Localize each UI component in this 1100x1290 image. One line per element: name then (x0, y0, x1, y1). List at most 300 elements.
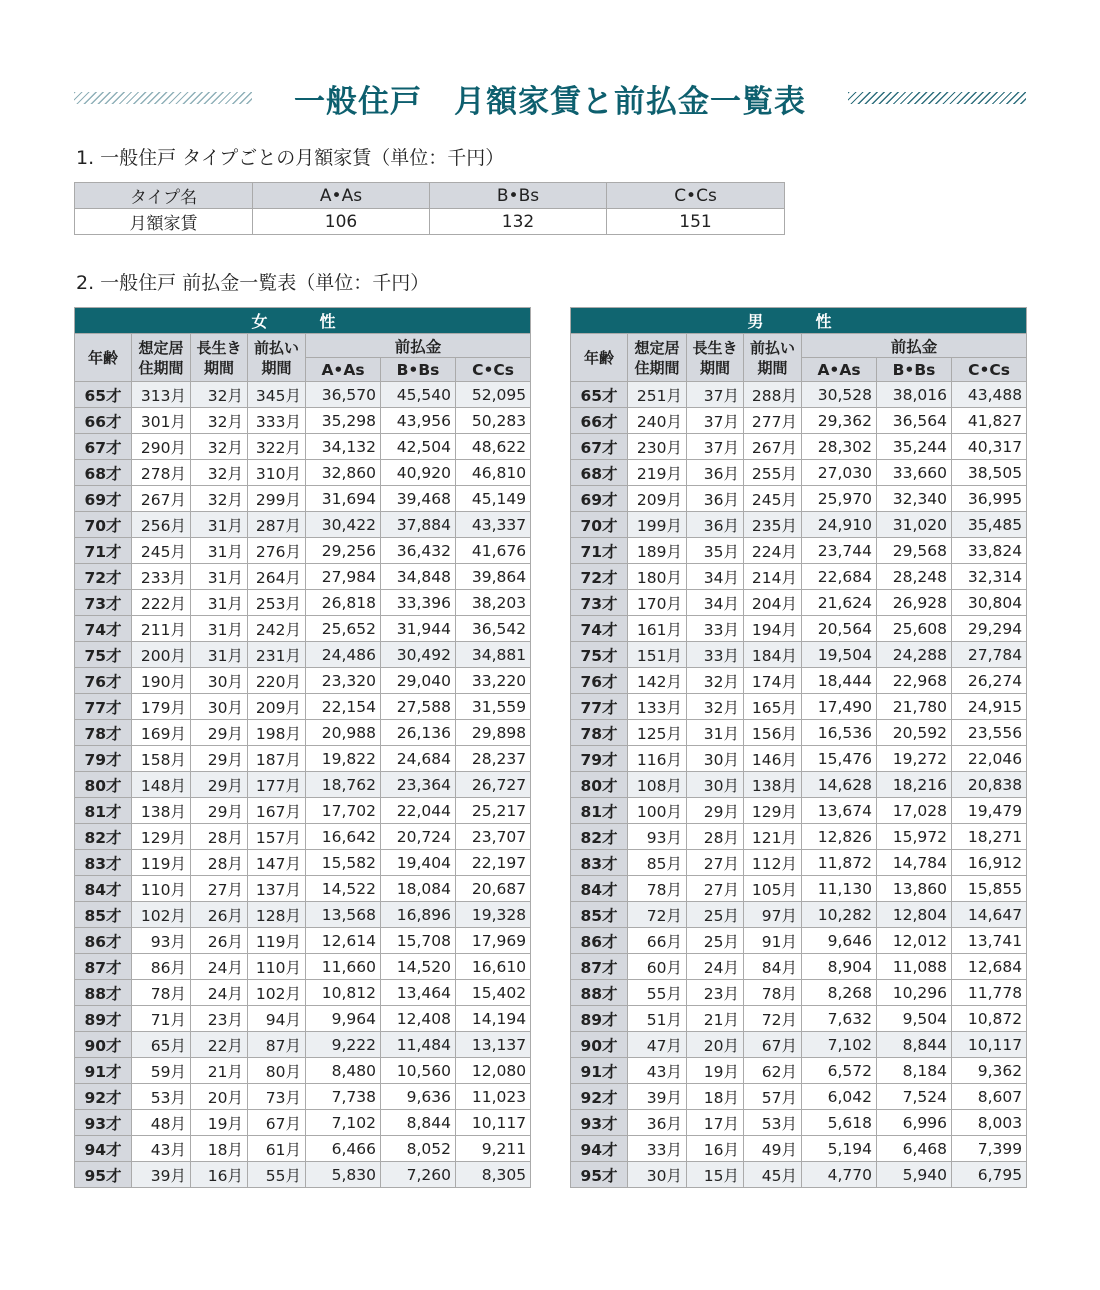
longevity-period-cell: 33月 (687, 642, 744, 668)
age-cell: 87才 (75, 954, 132, 980)
age-cell: 92才 (571, 1084, 628, 1110)
prepay-b-cell: 30,492 (381, 642, 456, 668)
prepay-b-cell: 27,588 (381, 694, 456, 720)
prepay-period-cell: 119月 (248, 928, 306, 954)
expected-period-cell: 71月 (132, 1006, 191, 1032)
expected-period-cell: 240月 (628, 408, 687, 434)
longevity-period-cell: 27月 (191, 876, 248, 902)
longevity-period-cell: 28月 (191, 850, 248, 876)
expected-period-cell: 209月 (628, 486, 687, 512)
prepay-b-cell: 28,248 (877, 564, 952, 590)
table-row (75, 1110, 531, 1136)
prepay-period-cell: 146月 (744, 746, 802, 772)
prepay-period-cell: 156月 (744, 720, 802, 746)
prepay-a-cell: 5,194 (802, 1136, 877, 1162)
header-type-b: B•Bs (430, 183, 607, 209)
table-row (75, 668, 531, 694)
table-row (571, 1162, 1027, 1188)
col-expected-period: 想定居住期間 (132, 334, 191, 382)
prepay-period-cell: 264月 (248, 564, 306, 590)
prepay-c-cell: 39,864 (456, 564, 531, 590)
age-cell: 67才 (75, 434, 132, 460)
prepay-b-cell: 11,484 (381, 1032, 456, 1058)
expected-period-cell: 33月 (628, 1136, 687, 1162)
longevity-period-cell: 29月 (191, 720, 248, 746)
age-cell: 77才 (571, 694, 628, 720)
prepay-period-cell: 112月 (744, 850, 802, 876)
longevity-period-cell: 25月 (687, 928, 744, 954)
prepay-a-cell: 19,822 (306, 746, 381, 772)
longevity-period-cell: 21月 (191, 1058, 248, 1084)
expected-period-cell: 142月 (628, 668, 687, 694)
prepay-period-cell: 198月 (248, 720, 306, 746)
monthly-rent-row (75, 209, 785, 235)
expected-period-cell: 85月 (628, 850, 687, 876)
prepay-c-cell: 34,881 (456, 642, 531, 668)
expected-period-cell: 108月 (628, 772, 687, 798)
age-cell: 83才 (571, 850, 628, 876)
expected-period-cell: 151月 (628, 642, 687, 668)
expected-period-cell: 133月 (628, 694, 687, 720)
table-row (75, 902, 531, 928)
expected-period-cell: 60月 (628, 954, 687, 980)
prepay-b-cell: 40,920 (381, 460, 456, 486)
table-row (75, 434, 531, 460)
prepay-a-cell: 24,910 (802, 512, 877, 538)
expected-period-cell: 125月 (628, 720, 687, 746)
table-row (75, 1136, 531, 1162)
table-row (571, 772, 1027, 798)
expected-period-cell: 100月 (628, 798, 687, 824)
prepay-a-cell: 18,762 (306, 772, 381, 798)
prepay-a-cell: 7,738 (306, 1084, 381, 1110)
prepay-c-cell: 31,559 (456, 694, 531, 720)
table-row (75, 798, 531, 824)
prepay-a-cell: 8,480 (306, 1058, 381, 1084)
longevity-period-cell: 33月 (687, 616, 744, 642)
expected-period-cell: 55月 (628, 980, 687, 1006)
prepay-a-cell: 20,988 (306, 720, 381, 746)
prepay-a-cell: 24,486 (306, 642, 381, 668)
prepay-a-cell: 11,660 (306, 954, 381, 980)
col-type-c: C•Cs (952, 358, 1027, 382)
longevity-period-cell: 29月 (191, 772, 248, 798)
expected-period-cell: 116月 (628, 746, 687, 772)
prepay-a-cell: 30,422 (306, 512, 381, 538)
prepay-b-cell: 17,028 (877, 798, 952, 824)
prepay-b-cell: 26,136 (381, 720, 456, 746)
prepay-c-cell: 23,707 (456, 824, 531, 850)
prepay-a-cell: 26,818 (306, 590, 381, 616)
longevity-period-cell: 18月 (191, 1136, 248, 1162)
table-row (75, 408, 531, 434)
male-prepayment-table (570, 307, 1027, 1188)
expected-period-cell: 313月 (132, 382, 191, 408)
col-type-b: B•Bs (381, 358, 456, 382)
table-row (75, 694, 531, 720)
table-row (75, 486, 531, 512)
prepay-c-cell: 6,795 (952, 1162, 1027, 1188)
age-cell: 82才 (75, 824, 132, 850)
longevity-period-cell: 23月 (687, 980, 744, 1006)
age-cell: 94才 (75, 1136, 132, 1162)
longevity-period-cell: 37月 (687, 408, 744, 434)
table-row (75, 1162, 531, 1188)
prepay-c-cell: 32,314 (952, 564, 1027, 590)
prepay-period-cell: 67月 (744, 1032, 802, 1058)
table-row (75, 1084, 531, 1110)
prepay-a-cell: 31,694 (306, 486, 381, 512)
prepay-b-cell: 8,052 (381, 1136, 456, 1162)
age-cell: 83才 (75, 850, 132, 876)
rent-type-b: 132 (430, 209, 607, 235)
age-cell: 76才 (571, 668, 628, 694)
expected-period-cell: 222月 (132, 590, 191, 616)
prepay-c-cell: 25,217 (456, 798, 531, 824)
prepay-c-cell: 24,915 (952, 694, 1027, 720)
prepay-c-cell: 52,095 (456, 382, 531, 408)
prepay-c-cell: 20,838 (952, 772, 1027, 798)
table-row (571, 590, 1027, 616)
prepay-b-cell: 14,784 (877, 850, 952, 876)
prepay-b-cell: 35,244 (877, 434, 952, 460)
expected-period-cell: 180月 (628, 564, 687, 590)
expected-period-cell: 30月 (628, 1162, 687, 1188)
prepay-period-cell: 231月 (248, 642, 306, 668)
prepay-period-cell: 67月 (248, 1110, 306, 1136)
prepay-period-cell: 255月 (744, 460, 802, 486)
prepay-c-cell: 16,610 (456, 954, 531, 980)
prepay-a-cell: 9,964 (306, 1006, 381, 1032)
col-age: 年齢 (75, 334, 132, 382)
prepay-c-cell: 10,872 (952, 1006, 1027, 1032)
longevity-period-cell: 30月 (687, 746, 744, 772)
prepay-b-cell: 31,944 (381, 616, 456, 642)
longevity-period-cell: 24月 (191, 980, 248, 1006)
col-expected-period: 想定居住期間 (628, 334, 687, 382)
age-cell: 93才 (571, 1110, 628, 1136)
expected-period-cell: 39月 (628, 1084, 687, 1110)
prepay-b-cell: 38,016 (877, 382, 952, 408)
prepay-b-cell: 29,040 (381, 668, 456, 694)
prepay-c-cell: 10,117 (456, 1110, 531, 1136)
expected-period-cell: 233月 (132, 564, 191, 590)
prepay-period-cell: 174月 (744, 668, 802, 694)
prepay-period-cell: 235月 (744, 512, 802, 538)
prepay-period-cell: 167月 (248, 798, 306, 824)
prepay-period-cell: 128月 (248, 902, 306, 928)
prepay-period-cell: 177月 (248, 772, 306, 798)
longevity-period-cell: 31月 (191, 564, 248, 590)
longevity-period-cell: 19月 (687, 1058, 744, 1084)
prepay-b-cell: 16,896 (381, 902, 456, 928)
header-type-name: タイプ名 (75, 183, 253, 209)
age-cell: 77才 (75, 694, 132, 720)
prepay-b-cell: 42,504 (381, 434, 456, 460)
monthly-rent-header-row (75, 183, 785, 209)
prepay-period-cell: 157月 (248, 824, 306, 850)
table-row (75, 824, 531, 850)
prepay-c-cell: 9,211 (456, 1136, 531, 1162)
expected-period-cell: 169月 (132, 720, 191, 746)
age-cell: 65才 (571, 382, 628, 408)
col-prepayment: 前払金 (306, 334, 531, 358)
prepay-c-cell: 18,271 (952, 824, 1027, 850)
prepay-b-cell: 21,780 (877, 694, 952, 720)
expected-period-cell: 199月 (628, 512, 687, 538)
expected-period-cell: 72月 (628, 902, 687, 928)
prepay-period-cell: 55月 (248, 1162, 306, 1188)
prepay-c-cell: 15,855 (952, 876, 1027, 902)
expected-period-cell: 65月 (132, 1032, 191, 1058)
prepay-a-cell: 10,282 (802, 902, 877, 928)
prepay-b-cell: 10,560 (381, 1058, 456, 1084)
age-cell: 95才 (75, 1162, 132, 1188)
prepay-b-cell: 7,260 (381, 1162, 456, 1188)
longevity-period-cell: 16月 (191, 1162, 248, 1188)
prepay-c-cell: 35,485 (952, 512, 1027, 538)
prepay-b-cell: 33,660 (877, 460, 952, 486)
age-cell: 84才 (571, 876, 628, 902)
prepay-a-cell: 16,642 (306, 824, 381, 850)
table-row (571, 928, 1027, 954)
prepay-c-cell: 29,294 (952, 616, 1027, 642)
prepay-b-cell: 12,804 (877, 902, 952, 928)
table-row (75, 876, 531, 902)
prepay-period-cell: 253月 (248, 590, 306, 616)
prepay-period-cell: 214月 (744, 564, 802, 590)
age-cell: 65才 (75, 382, 132, 408)
age-cell: 71才 (571, 538, 628, 564)
table-row (75, 1058, 531, 1084)
age-cell: 92才 (75, 1084, 132, 1110)
age-cell: 88才 (75, 980, 132, 1006)
expected-period-cell: 251月 (628, 382, 687, 408)
age-cell: 79才 (571, 746, 628, 772)
prepay-a-cell: 7,102 (802, 1032, 877, 1058)
longevity-period-cell: 36月 (687, 512, 744, 538)
prepay-a-cell: 23,320 (306, 668, 381, 694)
prepay-period-cell: 129月 (744, 798, 802, 824)
prepay-period-cell: 165月 (744, 694, 802, 720)
prepay-c-cell: 43,337 (456, 512, 531, 538)
prepay-b-cell: 18,084 (381, 876, 456, 902)
prepay-period-cell: 267月 (744, 434, 802, 460)
prepay-a-cell: 6,572 (802, 1058, 877, 1084)
longevity-period-cell: 34月 (687, 564, 744, 590)
table-row (571, 1084, 1027, 1110)
prepay-b-cell: 19,272 (877, 746, 952, 772)
prepay-c-cell: 50,283 (456, 408, 531, 434)
prepay-a-cell: 25,970 (802, 486, 877, 512)
table-row (571, 980, 1027, 1006)
prepay-a-cell: 35,298 (306, 408, 381, 434)
prepay-period-cell: 277月 (744, 408, 802, 434)
table-row (571, 486, 1027, 512)
expected-period-cell: 86月 (132, 954, 191, 980)
table-row (571, 876, 1027, 902)
prepay-period-cell: 91月 (744, 928, 802, 954)
prepay-c-cell: 12,684 (952, 954, 1027, 980)
table-row (75, 1032, 531, 1058)
prepay-c-cell: 19,479 (952, 798, 1027, 824)
prepay-b-cell: 25,608 (877, 616, 952, 642)
longevity-period-cell: 29月 (191, 746, 248, 772)
age-cell: 80才 (571, 772, 628, 798)
age-cell: 70才 (571, 512, 628, 538)
longevity-period-cell: 27月 (687, 850, 744, 876)
longevity-period-cell: 32月 (687, 668, 744, 694)
age-cell: 76才 (75, 668, 132, 694)
age-cell: 91才 (75, 1058, 132, 1084)
longevity-period-cell: 31月 (687, 720, 744, 746)
decorative-hatch-right (848, 92, 1026, 104)
longevity-period-cell: 18月 (687, 1084, 744, 1110)
prepay-period-cell: 53月 (744, 1110, 802, 1136)
prepay-c-cell: 30,804 (952, 590, 1027, 616)
age-cell: 80才 (75, 772, 132, 798)
prepay-c-cell: 41,676 (456, 538, 531, 564)
prepay-a-cell: 10,812 (306, 980, 381, 1006)
prepay-c-cell: 9,362 (952, 1058, 1027, 1084)
age-cell: 90才 (571, 1032, 628, 1058)
prepay-a-cell: 11,130 (802, 876, 877, 902)
prepay-period-cell: 287月 (248, 512, 306, 538)
prepay-period-cell: 209月 (248, 694, 306, 720)
longevity-period-cell: 36月 (687, 486, 744, 512)
prepay-period-cell: 322月 (248, 434, 306, 460)
col-age: 年齢 (571, 334, 628, 382)
table-row (571, 512, 1027, 538)
rent-type-c: 151 (607, 209, 785, 235)
table-row (571, 720, 1027, 746)
prepay-period-cell: 276月 (248, 538, 306, 564)
prepay-c-cell: 23,556 (952, 720, 1027, 746)
age-cell: 82才 (571, 824, 628, 850)
table-row (75, 590, 531, 616)
prepay-c-cell: 7,399 (952, 1136, 1027, 1162)
prepay-b-cell: 36,432 (381, 538, 456, 564)
prepay-b-cell: 36,564 (877, 408, 952, 434)
longevity-period-cell: 32月 (191, 486, 248, 512)
prepay-b-cell: 24,684 (381, 746, 456, 772)
prepay-c-cell: 20,687 (456, 876, 531, 902)
age-cell: 70才 (75, 512, 132, 538)
longevity-period-cell: 29月 (191, 798, 248, 824)
prepay-b-cell: 31,020 (877, 512, 952, 538)
expected-period-cell: 170月 (628, 590, 687, 616)
prepay-period-cell: 333月 (248, 408, 306, 434)
col-type-a: A•As (306, 358, 381, 382)
prepay-a-cell: 18,444 (802, 668, 877, 694)
age-cell: 78才 (571, 720, 628, 746)
longevity-period-cell: 22月 (191, 1032, 248, 1058)
prepay-b-cell: 26,928 (877, 590, 952, 616)
prepay-period-cell: 147月 (248, 850, 306, 876)
female-prepayment-table (74, 307, 531, 1188)
prepay-a-cell: 13,568 (306, 902, 381, 928)
age-cell: 72才 (571, 564, 628, 590)
longevity-period-cell: 37月 (687, 382, 744, 408)
age-cell: 91才 (571, 1058, 628, 1084)
col-prepay-period: 前払い期間 (744, 334, 802, 382)
table-row (571, 902, 1027, 928)
prepay-period-cell: 184月 (744, 642, 802, 668)
table-row (571, 382, 1027, 408)
table-row (571, 1006, 1027, 1032)
age-cell: 66才 (571, 408, 628, 434)
expected-period-cell: 161月 (628, 616, 687, 642)
prepay-a-cell: 12,826 (802, 824, 877, 850)
prepay-period-cell: 245月 (744, 486, 802, 512)
prepay-period-cell: 78月 (744, 980, 802, 1006)
expected-period-cell: 43月 (132, 1136, 191, 1162)
prepay-c-cell: 8,607 (952, 1084, 1027, 1110)
prepay-c-cell: 26,727 (456, 772, 531, 798)
expected-period-cell: 59月 (132, 1058, 191, 1084)
expected-period-cell: 53月 (132, 1084, 191, 1110)
prepay-a-cell: 11,872 (802, 850, 877, 876)
age-cell: 71才 (75, 538, 132, 564)
expected-period-cell: 211月 (132, 616, 191, 642)
prepay-period-cell: 80月 (248, 1058, 306, 1084)
age-cell: 79才 (75, 746, 132, 772)
prepay-a-cell: 9,646 (802, 928, 877, 954)
table-row (571, 746, 1027, 772)
age-cell: 81才 (75, 798, 132, 824)
prepay-c-cell: 13,137 (456, 1032, 531, 1058)
prepay-period-cell: 121月 (744, 824, 802, 850)
longevity-period-cell: 24月 (191, 954, 248, 980)
prepay-period-cell: 345月 (248, 382, 306, 408)
prepay-b-cell: 5,940 (877, 1162, 952, 1188)
age-cell: 86才 (75, 928, 132, 954)
longevity-period-cell: 32月 (191, 460, 248, 486)
longevity-period-cell: 25月 (687, 902, 744, 928)
prepay-c-cell: 14,647 (952, 902, 1027, 928)
prepay-c-cell: 8,003 (952, 1110, 1027, 1136)
table-row (75, 928, 531, 954)
expected-period-cell: 36月 (628, 1110, 687, 1136)
table-row (571, 668, 1027, 694)
table-row (571, 824, 1027, 850)
table-row (571, 460, 1027, 486)
expected-period-cell: 78月 (132, 980, 191, 1006)
expected-period-cell: 190月 (132, 668, 191, 694)
header-type-c: C•Cs (607, 183, 785, 209)
prepay-period-cell: 97月 (744, 902, 802, 928)
prepay-c-cell: 43,488 (952, 382, 1027, 408)
longevity-period-cell: 21月 (687, 1006, 744, 1032)
prepay-b-cell: 39,468 (381, 486, 456, 512)
table-row (75, 538, 531, 564)
prepay-a-cell: 25,652 (306, 616, 381, 642)
longevity-period-cell: 16月 (687, 1136, 744, 1162)
prepay-b-cell: 20,592 (877, 720, 952, 746)
age-cell: 75才 (571, 642, 628, 668)
prepay-a-cell: 17,490 (802, 694, 877, 720)
expected-period-cell: 66月 (628, 928, 687, 954)
prepay-c-cell: 17,969 (456, 928, 531, 954)
prepay-b-cell: 24,288 (877, 642, 952, 668)
prepay-a-cell: 32,860 (306, 460, 381, 486)
longevity-period-cell: 34月 (687, 590, 744, 616)
table-row (571, 642, 1027, 668)
prepay-a-cell: 19,504 (802, 642, 877, 668)
expected-period-cell: 78月 (628, 876, 687, 902)
prepay-b-cell: 8,184 (877, 1058, 952, 1084)
age-cell: 90才 (75, 1032, 132, 1058)
